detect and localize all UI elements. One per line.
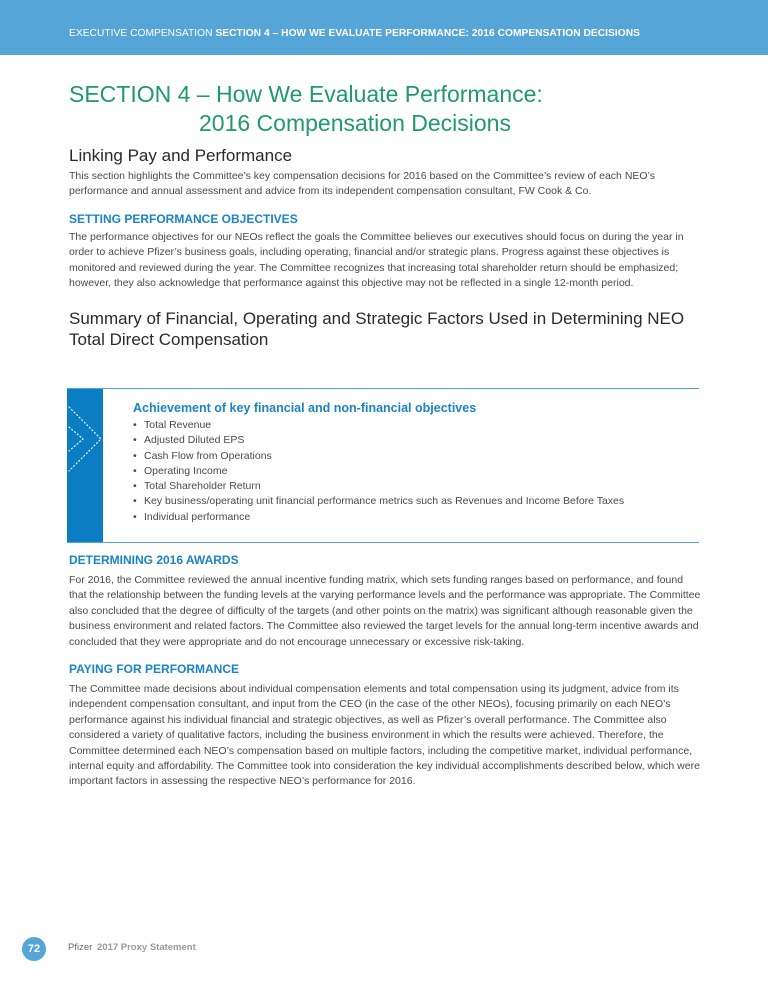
double-chevron-icon xyxy=(67,403,103,473)
factors-list xyxy=(133,418,693,525)
objectives-body: The performance objectives for our NEOs reflect the goals the Committee believes our executives should focus on during the year in order to achieve Pfizer’s business goals, including operating, financial and/or strategic plans. Progress against these objectives is monitored and reviewed during the year. The Committee recognizes that increasing total shareholder return should be emphasized; however, they also acknowledge that performance against this objective may not be reflected in a single 12-month period. xyxy=(69,230,684,290)
paying-body: The Committee made decisions about individual compensation elements and total compensation using its judgment, advice from its independent compensation consultant, and input from the CEO (in the case of the other NEOs), focusing primarily on each NEO’s performance against his individual financial and strategic objectives, as well as Pfizer’s overall performance. The Committee also considered a variety of qualitative factors, including the business environment in which the results were achieved. Therefore, the Committee determined each NEO’s compensation based on multiple factors, including the competitive market, individual performance, internal equity and affordability. The Committee took into consideration the key individual accomplishments described below, which were important factors in assessing the respective NEO’s performance for 2016. xyxy=(69,683,700,788)
linking-heading: Linking Pay and Performance xyxy=(69,146,293,165)
running-header xyxy=(69,28,640,39)
list-item: • Adjusted Diluted EPS xyxy=(133,433,693,448)
callout-content xyxy=(133,400,693,525)
list-item: • Cash Flow from Operations xyxy=(133,449,693,464)
page-footer xyxy=(0,937,768,967)
bullet-icon: • xyxy=(133,495,137,508)
header-category: EXECUTIVE COMPENSATION xyxy=(69,28,213,39)
objectives-heading: SETTING PERFORMANCE OBJECTIVES xyxy=(69,211,298,226)
bullet-icon: • xyxy=(133,464,137,477)
page-number-badge: 72 xyxy=(22,937,46,961)
page-title-line1: SECTION 4 – How We Evaluate Performance: xyxy=(69,81,543,107)
list-item: • Operating Income xyxy=(133,464,693,479)
main-content xyxy=(69,80,699,350)
factors-callout-box xyxy=(67,388,699,543)
bullet-icon: • xyxy=(133,449,137,462)
list-item: • Total Revenue xyxy=(133,418,693,433)
bullet-icon: • xyxy=(133,419,137,431)
callout-accent-bar xyxy=(67,389,103,542)
awards-heading: DETERMINING 2016 AWARDS xyxy=(69,553,239,567)
summary-heading: Summary of Financial, Operating and Strategic Factors Used in Determining NEO Total Direct Compensation xyxy=(69,309,685,350)
list-item: • Total Shareholder Return xyxy=(133,479,693,494)
lower-content xyxy=(69,553,701,790)
bullet-icon: • xyxy=(133,480,137,493)
header-section: SECTION 4 – HOW WE EVALUATE PERFORMANCE: 2016 COMPENSATION DECISIONS xyxy=(215,28,640,39)
header-banner xyxy=(0,0,768,55)
callout-title: Achievement of key financial and non-financial objectives xyxy=(133,401,477,415)
page-title-line2: 2016 Compensation Decisions xyxy=(199,110,511,136)
linking-body: This section highlights the Committee’s key compensation decisions for 2016 based on the Committee’s review of each NEO’s performance and annual assessment and advice from its independent compensation consultant, FW Cook & Co. xyxy=(69,170,655,198)
bullet-icon: • xyxy=(133,510,137,523)
page-title xyxy=(69,80,699,138)
footer-document-title: 2017 Proxy Statement xyxy=(97,942,196,953)
awards-body: For 2016, the Committee reviewed the annual incentive funding matrix, which sets funding ranges based on performance, and found that the relationship between the funding levels at the varying performance levels and the performance was appropriate. The Committee also concluded that the degree of difficulty of the targets (and other points on the matrix) was significant although reasonable given the business environment and related factors. The Committee also reviewed the target levels for the annual long-term incentive awards and concluded that they were appropriate and do not encourage unnecessary or excessive risk-taking. xyxy=(69,574,701,648)
paying-heading: PAYING FOR PERFORMANCE xyxy=(69,662,240,677)
bullet-icon: • xyxy=(133,434,137,447)
list-item: • Individual performance xyxy=(133,510,693,525)
footer-brand: Pfizer xyxy=(68,942,93,953)
list-item: • Key business/operating unit financial performance metrics such as Revenues and Income Before Taxes xyxy=(133,494,693,509)
